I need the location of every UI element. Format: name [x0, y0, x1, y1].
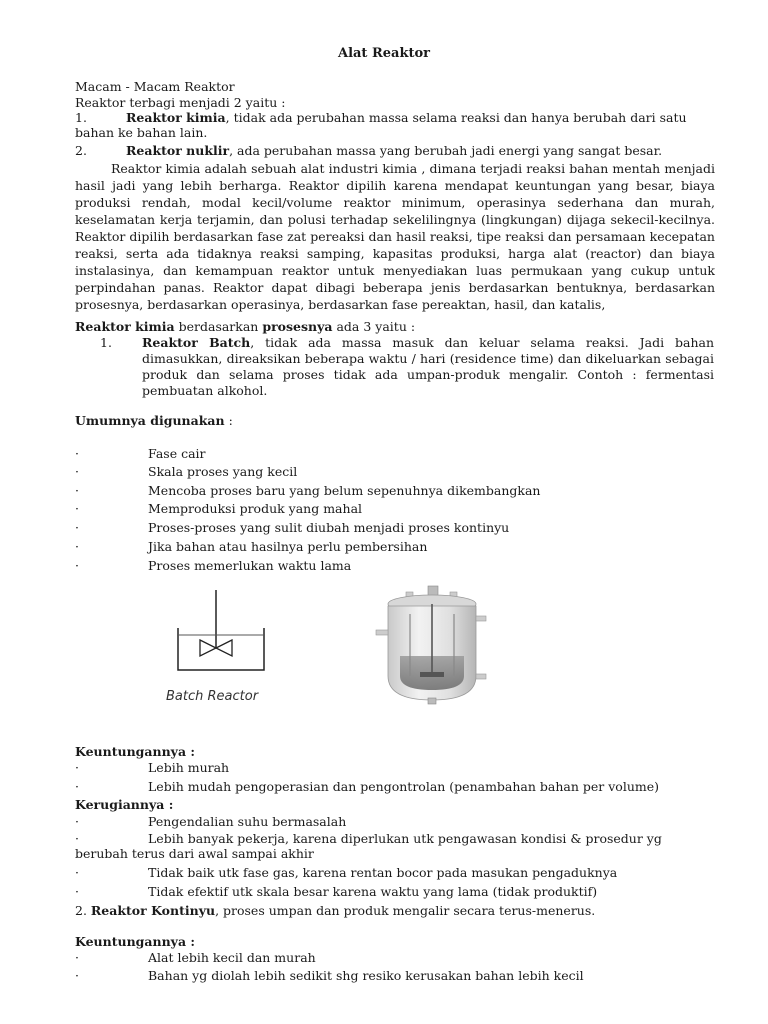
list-item-text: Jika bahan atau hasilnya perlu pembersihan: [148, 539, 428, 554]
list-number: 2.: [75, 143, 87, 158]
list-item-text: Lebih mudah pengoperasian dan pengontrolan (penambahan bahan per volume): [148, 779, 660, 794]
item-text: , tidak ada perubahan massa selama reaksi dan hanya berubah dari satu: [225, 110, 687, 125]
agitator-blade: [420, 672, 444, 677]
bullet: ·: [75, 520, 79, 535]
bullet: ·: [75, 446, 79, 461]
list-item-text: Lebih murah: [148, 760, 230, 775]
term-reaktor-kimia: Reaktor kimia: [126, 110, 226, 125]
outlet-nozzle-top: [476, 616, 486, 621]
list-item-text: Bahan yg diolah lebih sedikit shg resiko kerusakan bahan lebih kecil: [148, 968, 584, 983]
list-item-text: Proses-proses yang sulit diubah menjadi proses kontinyu: [148, 520, 510, 535]
intro-lead: Reaktor terbagi menjadi 2 yaitu :: [75, 95, 286, 110]
figure-caption: Batch Reactor: [166, 689, 259, 704]
bullet: ·: [75, 831, 79, 846]
umumnya-heading-text: Umumnya digunakan: [75, 413, 225, 428]
bullet: ·: [75, 865, 79, 880]
item-text: , ada perubahan massa yang berubah jadi energi yang sangat besar.: [229, 143, 663, 158]
item-reaktor-batch: [142, 335, 714, 399]
body-paragraph: Reaktor kimia adalah sebuah alat industri kimia , dimana terjadi reaksi bahan mentah menjadi hasil jadi yang lebih berharga. Reaktor dipilih karena mendapat keuntungan yang besar, biaya produksi rendah, modal kecil/volume reaktor minimum, operasinya sederhana dan murah, keselamatan kerja terjamin, dan polusi terhadap sekelilingnya (lingkungan) dijaga sekecil-kecilnya. Reaktor dipilih berdasarkan fase zat pereaksi dan hasil reaksi, tipe reaksi dan persamaan kecepatan reaksi, serta ada tidaknya reaksi samping, kapasitas produksi, harga alat (reactor) dan biaya instalasinya, dan kemampuan reaktor untuk menyediakan luas permukaan yang cukup untuk perpindahan panas. Reaktor dapat dibagi beberapa jenis berdasarkan bentuknya, berdasarkan prosesnya, berdasarkan operasinya, berdasarkan fase pereaktan, hasil, dan katalis,: [75, 161, 715, 312]
bullet: ·: [75, 968, 79, 983]
bullet: ·: [75, 558, 79, 573]
text: berdasarkan: [174, 319, 263, 334]
list-item-text: Lebih banyak pekerja, karena diperlukan utk pengawasan kondisi & prosedur yg: [148, 831, 662, 846]
inlet-nozzle: [376, 630, 388, 635]
section-heading-macam: Macam - Macam Reaktor: [75, 79, 235, 94]
list-item-text: Fase cair: [148, 446, 206, 461]
list-item-text: Proses memerlukan waktu lama: [148, 558, 352, 573]
term: prosesnya: [262, 319, 333, 334]
list-item-text: Alat lebih kecil dan murah: [148, 950, 316, 965]
list-item-text: Pengendalian suhu bermasalah: [148, 814, 347, 829]
bullet: ·: [75, 464, 79, 479]
list-number: 1.: [75, 110, 87, 125]
bullet: ·: [75, 539, 79, 554]
list-item-text: Mencoba proses baru yang belum sepenuhnya dikembangkan: [148, 483, 541, 498]
bullet: ·: [75, 814, 79, 829]
keuntungan-heading-2: Keuntungannya :: [75, 934, 196, 949]
item-text: , proses umpan dan produk mengalir secara terus-menerus.: [215, 903, 596, 918]
proses-heading: [75, 319, 415, 335]
list-item-text: Memproduksi produk yang mahal: [148, 501, 363, 516]
keuntungan-heading: Keuntungannya :: [75, 744, 196, 759]
term: Reaktor kimia: [75, 319, 175, 334]
list-item-continuation: berubah terus dari awal sampai akhir: [75, 846, 314, 861]
impeller-blade-right: [216, 640, 232, 656]
impeller-blade-left: [200, 640, 216, 656]
umumnya-heading: [75, 413, 233, 429]
list-item-text: Tidak baik utk fase gas, karena rentan bocor pada masukan pengaduknya: [148, 865, 618, 880]
bottom-drain: [428, 698, 436, 704]
term-reaktor-batch: Reaktor Batch: [142, 335, 251, 350]
document-title: Alat Reaktor: [337, 46, 430, 61]
kerugian-heading: Kerugiannya :: [75, 797, 174, 812]
list-number: 1.: [100, 335, 112, 350]
item-reaktor-kimia: [126, 110, 687, 126]
item-text-continued: bahan ke bahan lain.: [75, 125, 208, 140]
bullet: ·: [75, 483, 79, 498]
bullet: ·: [75, 779, 79, 794]
term-reaktor-nuklir: Reaktor nuklir: [126, 143, 230, 158]
list-item-text: Tidak efektif utk skala besar karena waktu yang lama (tidak produktif): [148, 884, 598, 899]
list-number: 2.: [75, 903, 87, 918]
bullet: ·: [75, 760, 79, 775]
reactor-vessel-image: [370, 584, 495, 706]
item-reaktor-nuklir: [126, 143, 662, 159]
batch-reactor-diagram: [160, 586, 280, 710]
term-reaktor-kontinyu: Reaktor Kontinyu: [90, 903, 216, 918]
item-text: , tidak ada massa masuk dan keluar selama reaksi. Jadi bahan dimasukkan, direaksikan beberapa waktu / hari (residence time) dan dikeluarkan sebagai produk dan selama proses tidak ada umpan-produk mengalir. Contoh : fermentasi pembuatan alkohol.: [142, 335, 714, 398]
item-reaktor-kontinyu: [75, 903, 595, 919]
list-item-text: Skala proses yang kecil: [148, 464, 298, 479]
vessel-outline: [178, 628, 264, 670]
colon: :: [224, 413, 233, 428]
bullet: ·: [75, 884, 79, 899]
bullet: ·: [75, 950, 79, 965]
bullet: ·: [75, 501, 79, 516]
text: ada 3 yaitu :: [332, 319, 416, 334]
outlet-nozzle-bottom: [476, 674, 486, 679]
